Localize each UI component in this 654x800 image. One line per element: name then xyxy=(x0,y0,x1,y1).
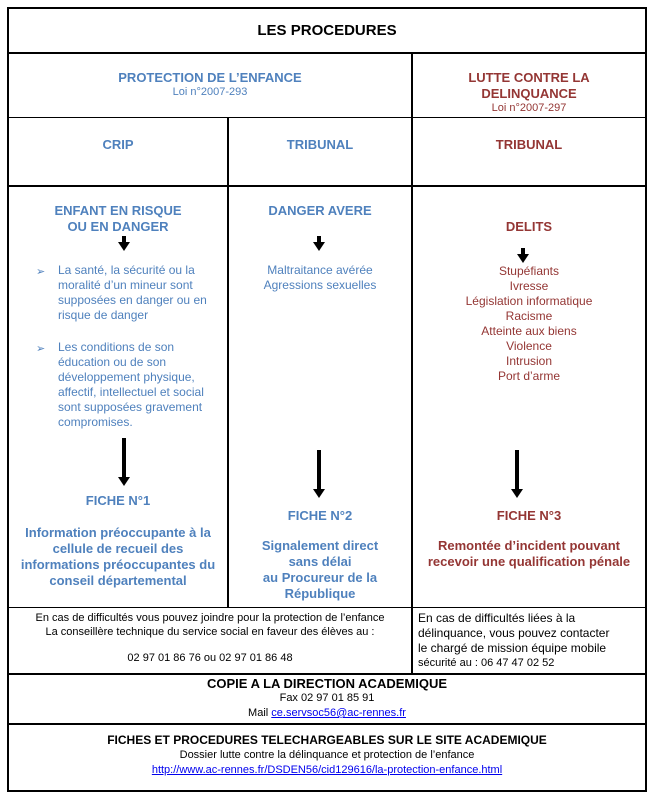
contact-left-phones: 02 97 01 86 76 ou 02 97 01 86 48 xyxy=(127,652,293,664)
border-bottom xyxy=(7,790,647,792)
hline-contacts xyxy=(7,607,647,608)
col3-item: Violence xyxy=(506,339,552,353)
col3-item: Intrusion xyxy=(505,354,553,368)
copie-section xyxy=(9,676,645,721)
col2-item: Maltraitance avérée xyxy=(267,263,373,277)
hline-sections xyxy=(7,117,647,118)
fiche-3-description: Remontée d’incident pouvant recevoir une qualification pénale xyxy=(427,538,631,569)
hline-copie xyxy=(7,673,647,675)
border-top xyxy=(7,7,647,9)
col1-bullet-2: Les conditions de son éducation ou de son développement physique, affectif, intellectuel et social sont supposées gravement compromises. xyxy=(58,340,204,429)
col-header-tribunal-2: TRIBUNAL xyxy=(495,137,563,152)
col1-title-line2: OU EN DANGER xyxy=(67,219,169,234)
col3-item: Atteinte aux biens xyxy=(481,324,577,338)
delinquance-title-line1: LUTTE CONTRE LA xyxy=(468,70,590,85)
contact-left-line1: En cas de difficultés vous pouvez joindre pour la protection de l’enfance xyxy=(35,612,385,624)
fiche-3: FICHE N°3 xyxy=(496,508,562,523)
hline-footer xyxy=(7,723,647,725)
col3-title: DELITS xyxy=(505,219,553,234)
col-header-tribunal-1: TRIBUNAL xyxy=(286,137,354,152)
hline-colheaders xyxy=(7,185,647,187)
page-title: LES PROCEDURES xyxy=(257,22,397,39)
bullet-arrow-icon: ➢ xyxy=(36,266,46,278)
protection-header xyxy=(9,70,411,99)
col3-items xyxy=(413,264,645,384)
bullet-arrow-icon: ➢ xyxy=(36,343,46,355)
col2-title: DANGER AVERE xyxy=(268,203,372,218)
col3-item: Port d’arme xyxy=(497,369,561,383)
vline-col12 xyxy=(227,117,229,607)
delinquance-law: Loi n°2007-297 xyxy=(491,102,567,114)
col3-item: Stupéfiants xyxy=(498,264,560,278)
protection-law: Loi n°2007-293 xyxy=(172,86,248,98)
protection-title: PROTECTION DE L’ENFANCE xyxy=(118,70,302,85)
footer-url-link[interactable]: http://www.ac-rennes.fr/DSDEN56/cid129616/la-protection-enfance.html xyxy=(151,764,503,776)
fiche-2: FICHE N°2 xyxy=(287,508,353,523)
copie-mail-row xyxy=(9,706,645,721)
col3-item: Racisme xyxy=(505,309,553,323)
footer-section xyxy=(9,733,645,778)
delinquance-header xyxy=(413,70,645,115)
fiche-1-description: Information préoccupante à la cellule de recueil des informations préoccupantes du conseil départemental xyxy=(20,525,216,588)
col2-item: Agressions sexuelles xyxy=(263,278,377,292)
copie-mail-label: Mail xyxy=(248,707,272,719)
footer-subtitle: Dossier lutte contre la délinquance et protection de l’enfance xyxy=(179,749,475,761)
hline-title xyxy=(7,52,647,54)
col1-title xyxy=(9,203,227,235)
fiche-2-description: Signalement direct sans délai au Procureur de la République xyxy=(261,538,379,601)
col2-items xyxy=(229,263,411,293)
copie-fax: Fax 02 97 01 85 91 xyxy=(279,692,375,704)
col-header-crip: CRIP xyxy=(102,137,134,152)
contact-left-line2: La conseillère technique du service social en faveur des élèves au : xyxy=(45,626,375,638)
contact-right: En cas de difficultés liées à la délinquance, vous pouvez contacter le chargé de mission équipe mobile sécurité au : 06 47 47 02 52 xyxy=(418,611,644,671)
delinquance-title-line2: DELINQUANCE xyxy=(481,86,577,101)
contact-right-phone: sécurité au : 06 47 47 02 52 xyxy=(418,657,555,669)
fiche-1: FICHE N°1 xyxy=(85,493,151,508)
col3-item: Ivresse xyxy=(509,279,549,293)
col1-title-line1: ENFANT EN RISQUE xyxy=(54,203,182,218)
col3-item: Législation informatique xyxy=(465,294,593,308)
footer-title: FICHES ET PROCEDURES TELECHARGEABLES SUR LE SITE ACADEMIQUE xyxy=(107,733,547,747)
copie-mail-link[interactable]: ce.servsoc56@ac-rennes.fr xyxy=(271,707,406,719)
contact-left xyxy=(9,611,411,665)
col1-bullet-1: La santé, la sécurité ou la moralité d’un mineur sont supposées en danger ou en risque de danger xyxy=(58,263,207,322)
copie-title: COPIE A LA DIRECTION ACADEMIQUE xyxy=(206,676,448,691)
